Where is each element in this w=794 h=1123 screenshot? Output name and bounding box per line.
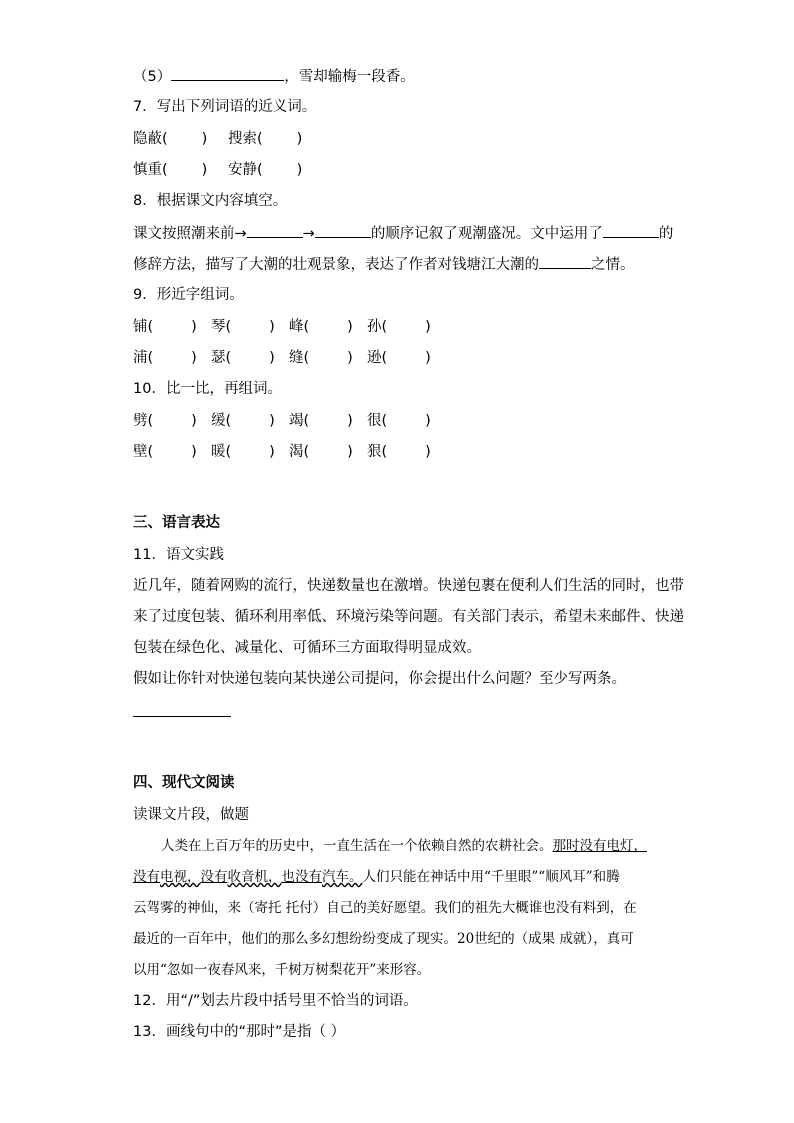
q11-answer-line[interactable] [133, 716, 231, 717]
q8-line-2: 修辞方法，描写了大潮的壮观景象，表达了作者对钱塘江大潮的 之情。 [133, 254, 635, 275]
q10-row-2 [133, 442, 445, 462]
q10-word-3[interactable]: 竭( ) [289, 413, 353, 429]
passage-line-4: 最近的一百年中，他们的那么多幻想纷纷变成了现实。20世纪的（成果 成就），真可 [133, 931, 634, 947]
passage-line-3: 云驾雾的神仙，来（寄托 托付）自己的美好愿望。我们的祖先大概谁也没有料到，在 [133, 900, 637, 916]
q11-paragraph-2: 来了过度包装、循环利用率低、环境污染等问题。有关部门表示，希望未来邮件、快递 [133, 609, 684, 625]
underlined-sentence-start: 那时没有电灯， [552, 838, 647, 854]
q9-row-1 [133, 317, 445, 337]
q7-word-2[interactable]: 搜索( ) [228, 131, 303, 147]
q11-paragraph-3: 包装在绿色化、减量化、可循环三方面取得明显成效。 [133, 640, 481, 656]
passage-line-2: 没有电视，没有收音机，也没有汽车。人们只能在神话中用“千里眼”“顺风耳”和腾 [133, 869, 620, 885]
q11-paragraph-1: 近几年，随着网购的流行，快递数量也在激增。快递包裹在便利人们生活的同时，也带 [133, 578, 684, 594]
q9-word-4[interactable]: 孙( ) [367, 319, 431, 335]
q7-row-1 [133, 129, 323, 149]
q8-title: 8．根据课文内容填空。 [133, 193, 288, 209]
q7-word-3[interactable]: 慎重( ) [133, 162, 208, 178]
q9-word-1[interactable]: 铺( ) [133, 319, 197, 335]
q10-word-1[interactable]: 劈( ) [133, 413, 197, 429]
q7-word-4[interactable]: 安静( ) [228, 162, 303, 178]
q10-word-2[interactable]: 缓( ) [211, 413, 275, 429]
passage-line-5: 以用“忽如一夜春风来，千树万树梨花开”来形容。 [133, 962, 431, 978]
q6-item-5 [133, 66, 415, 87]
q10-row-1 [133, 411, 445, 431]
q13-question: 13．画线句中的“那时”是指（ ） [133, 1024, 346, 1040]
q7-row-2 [133, 160, 323, 180]
q6-item-5-number: （5） [133, 69, 172, 85]
q9-word-8[interactable]: 逊( ) [367, 350, 431, 366]
q9-word-5[interactable]: 浦( ) [133, 350, 197, 366]
q8-blank-2[interactable] [315, 223, 371, 238]
section-4-instruction: 读课文片段，做题 [133, 807, 249, 823]
q10-word-6[interactable]: 暖( ) [211, 444, 275, 460]
q8-blank-4[interactable] [539, 254, 591, 269]
q10-word-8[interactable]: 狠( ) [367, 444, 431, 460]
q9-word-2[interactable]: 琴( ) [211, 319, 275, 335]
q8-blank-3[interactable] [603, 223, 659, 238]
q7-title: 7．写出下列词语的近义词。 [133, 99, 317, 115]
q6-item-5-text: ，雪却输梅一段香。 [284, 69, 415, 85]
q11-question: 假如让你针对快递包装向某快递公司提问，你会提出什么问题？至少写两条。 [133, 671, 626, 687]
q10-word-7[interactable]: 渴( ) [289, 444, 353, 460]
q9-word-3[interactable]: 峰( ) [289, 319, 353, 335]
section-4-title: 四、现代文阅读 [133, 775, 235, 791]
passage-line-1: 人类在上百万年的历史中，一直生活在一个依赖自然的农耕社会。那时没有电灯， [161, 838, 647, 854]
section-3-title: 三、语言表达 [133, 515, 220, 531]
q6-item-5-blank[interactable] [171, 66, 284, 81]
q12-question: 12．用“/”划去片段中括号里不恰当的词语。 [133, 993, 418, 1009]
q10-word-4[interactable]: 很( ) [367, 413, 431, 429]
q9-row-2 [133, 348, 445, 368]
q8-blank-1[interactable] [247, 223, 303, 238]
q9-title: 9．形近字组词。 [133, 287, 244, 303]
q10-word-5[interactable]: 壁( ) [133, 444, 197, 460]
q9-word-6[interactable]: 瑟( ) [211, 350, 275, 366]
q8-line-1: 课文按照潮来前→ → 的顺序记叙了观潮盛况。文中运用了 的 [133, 223, 673, 244]
q7-word-1[interactable]: 隐蔽( ) [133, 131, 208, 147]
q10-title: 10．比一比，再组词。 [133, 381, 282, 397]
q9-word-7[interactable]: 缝( ) [289, 350, 353, 366]
q11-title: 11．语文实践 [133, 547, 224, 563]
